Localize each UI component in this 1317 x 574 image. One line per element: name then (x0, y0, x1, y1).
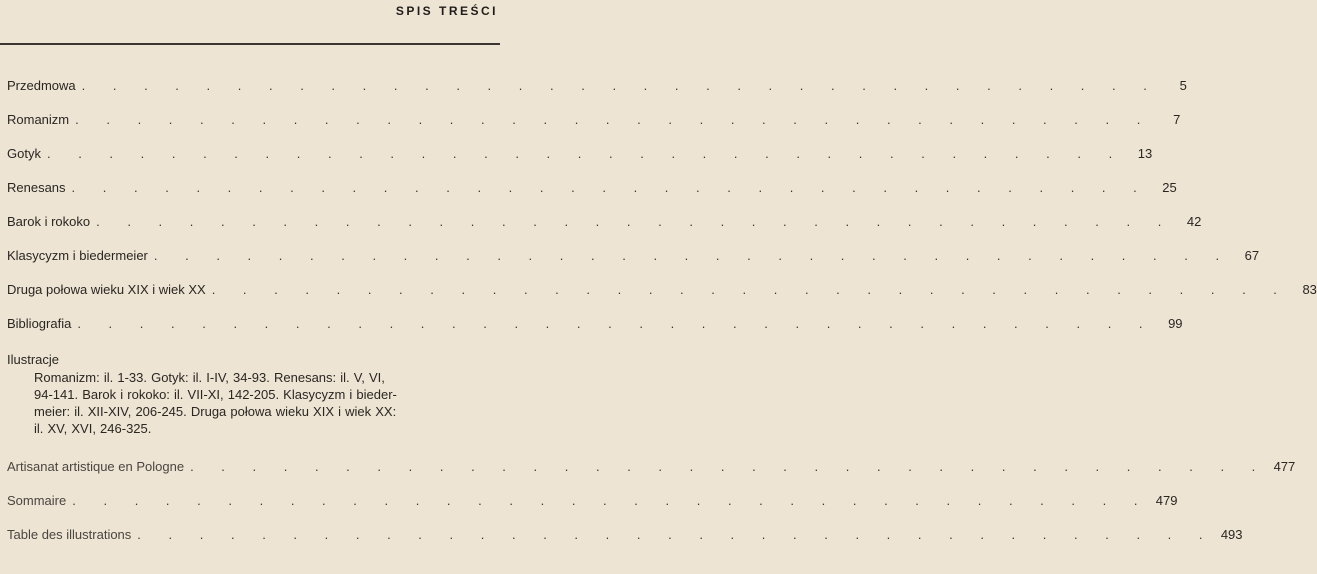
dot-leader: . . . . . . . . . . . . . . . . . . . . . . . . . . . . . . . . . . . (77, 316, 1155, 331)
toc-entry-przedmowa[interactable] (7, 78, 1187, 112)
dot-leader: . . . . . . . . . . . . . . . . . . . . . . . . . . . . . . . . . . . (211, 282, 1289, 297)
toc-entry-title: Bibliografia (7, 316, 72, 331)
toc-entry-gotyk[interactable] (7, 146, 1153, 180)
toc-entry-page: 42 (1186, 214, 1202, 229)
illustrations-line: meier: il. XII-XIV, 206-245. Druga połowa wieku XIX i wiek XX: (34, 404, 397, 419)
toc-entry-title: Table des illustrations (7, 527, 132, 542)
toc-entry-page: 67 (1244, 248, 1260, 263)
toc-entry-page: 25 (1162, 180, 1177, 195)
toc-entry-title: Renesans (7, 180, 66, 195)
illustrations-line: il. XV, XVI, 246-325. (34, 421, 152, 436)
illustrations-list (7, 369, 496, 437)
toc-entry-title: Przedmowa (7, 78, 76, 93)
toc-entry-artisanat[interactable] (7, 459, 1296, 493)
toc-entry-klasycyzm[interactable] (7, 248, 1260, 282)
dot-leader: . . . . . . . . . . . . . . . . . . . . . . . . . . . . . . . . . . . (72, 493, 1150, 508)
toc-entry-barok[interactable] (7, 214, 1202, 248)
toc-entry-title: Romanizm (7, 112, 70, 127)
toc-entry-title: Artisanat artistique en Pologne (7, 459, 185, 474)
illustrations-line: 94-141. Barok i rokoko: il. VII-XI, 142-205. Klasycyzm i bieder- (34, 387, 397, 402)
toc-illustrations-section (7, 352, 496, 437)
toc-entry-page: 83 (1302, 282, 1317, 297)
toc-entry-page: 477 (1273, 459, 1296, 474)
toc-entry-page: 493 (1220, 527, 1243, 542)
dot-leader: . . . . . . . . . . . . . . . . . . . . . . . . . . . . . . . . . . . (190, 459, 1268, 474)
dot-leader: . . . . . . . . . . . . . . . . . . . . . . . . . . . . . . . . . . . (71, 180, 1149, 195)
toc-entry-bibliografia[interactable] (7, 316, 1183, 350)
toc-entry-romanizm[interactable] (7, 112, 1181, 146)
dot-leader: . . . . . . . . . . . . . . . . . . . . . . . . . . . . . . . . . . . (81, 78, 1159, 93)
dot-leader: . . . . . . . . . . . . . . . . . . . . . . . . . . . . . . . . . . . (75, 112, 1153, 127)
toc-entry-renesans[interactable] (7, 180, 1177, 214)
toc-entry-title: Druga połowa wieku XIX i wiek XX (7, 282, 206, 297)
dot-leader: . . . . . . . . . . . . . . . . . . . . . . . . . . . . . . . . . . . (96, 214, 1174, 229)
toc-entry-title: Gotyk (7, 146, 41, 161)
toc-entry-table-illustrations[interactable] (7, 527, 1243, 561)
toc-entry-page: 5 (1179, 78, 1187, 93)
toc-entry-sommaire[interactable] (7, 493, 1178, 527)
toc-entry-title: Sommaire (7, 493, 67, 508)
header-rule (0, 43, 500, 45)
toc-entry-druga-polowa[interactable] (7, 282, 1317, 316)
toc-entry-page: 99 (1168, 316, 1183, 331)
illustrations-heading[interactable]: Ilustracje (7, 352, 60, 367)
illustrations-line: Romanizm: il. 1-33. Gotyk: il. I-IV, 34-93. Renesans: il. V, VI, (34, 370, 385, 385)
toc-entry-title: Barok i rokoko (7, 214, 91, 229)
toc-entry-title: Klasycyzm i biedermeier (7, 248, 148, 263)
dot-leader: . . . . . . . . . . . . . . . . . . . . . . . . . . . . . . . . . . . (153, 248, 1232, 263)
dot-leader: . . . . . . . . . . . . . . . . . . . . . . . . . . . . . . . . . . . (137, 527, 1215, 542)
toc-entry-page: 7 (1173, 112, 1181, 127)
dot-leader: . . . . . . . . . . . . . . . . . . . . . . . . . . . . . . . . . . . (46, 146, 1125, 161)
table-of-contents (7, 78, 1317, 561)
toc-entry-page: 13 (1137, 146, 1153, 161)
toc-entry-page: 479 (1155, 493, 1178, 508)
page-title: SPIS TREŚCI (395, 4, 498, 18)
